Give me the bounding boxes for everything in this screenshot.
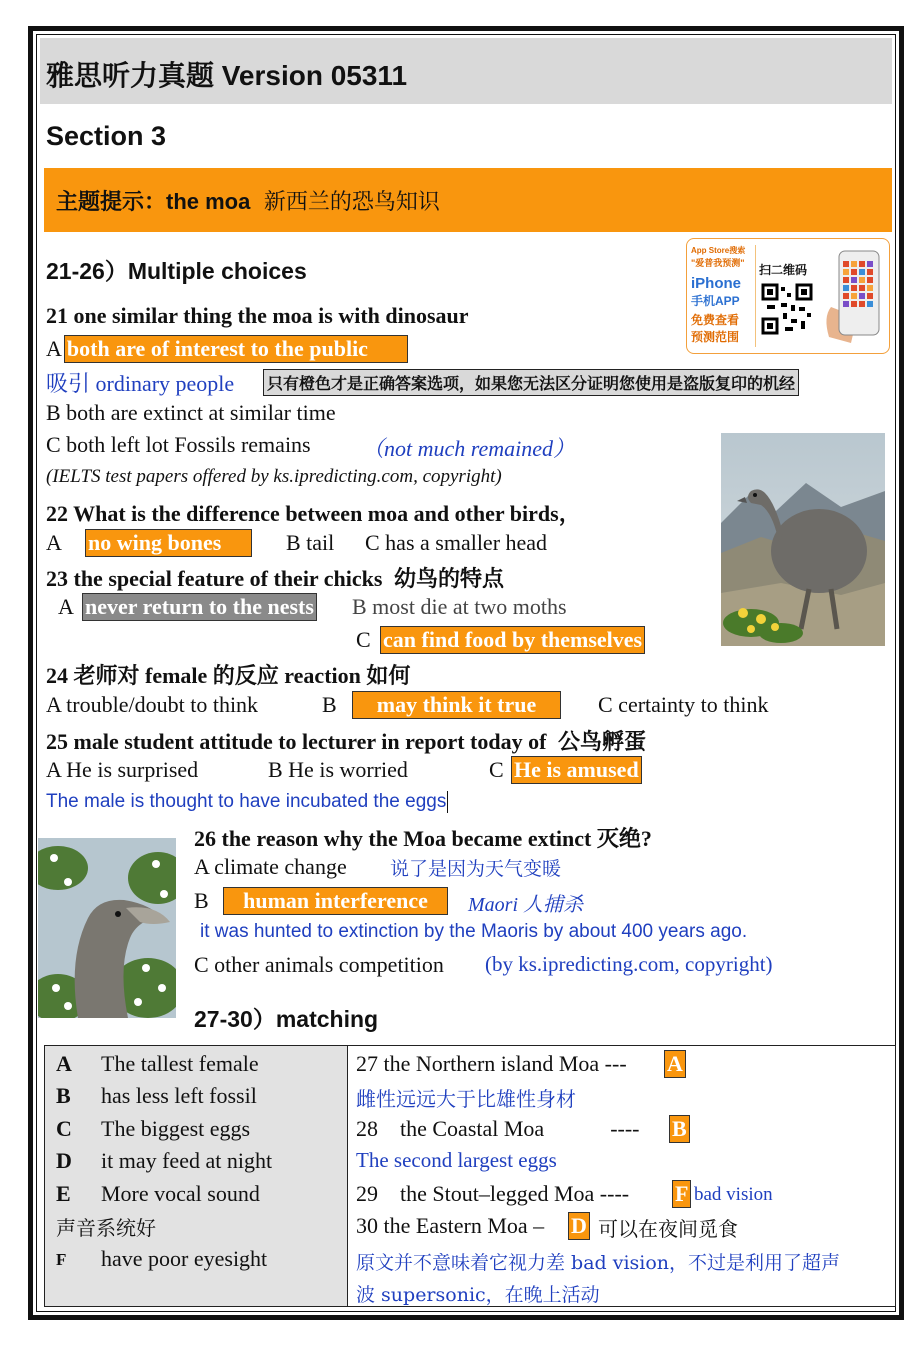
q27-answer: A	[664, 1050, 686, 1078]
q25-option-a: A He is surprised	[46, 757, 199, 782]
q21-answer-a: both are of interest to the public	[64, 335, 408, 363]
q21-option-b: B both are extinct at similar time	[46, 400, 336, 425]
q23-option-a: never return to the nests	[82, 593, 317, 621]
q30-note2: 原文并不意味着它视力差 bad vision，不过是利用了超声	[356, 1252, 841, 1274]
promo-line6: 预测范围	[691, 330, 740, 344]
option-text: 声音系统好	[56, 1216, 156, 1240]
promo-line3: iPhone	[691, 275, 742, 292]
q29-note: bad vision	[694, 1184, 773, 1205]
q24-question: 24 老师对 female 的反应 reaction 如何	[46, 663, 411, 688]
q24-option-c: C certainty to think	[598, 692, 769, 717]
q26-question: 26 the reason why the Moa became extinct 灭绝?	[194, 826, 652, 851]
option-text: The biggest eggs	[101, 1116, 251, 1141]
q26-b-letter: B	[194, 888, 209, 913]
promo-line4: 手机APP	[691, 294, 740, 308]
q26-b-note: Maori 人捕杀	[468, 894, 583, 916]
q24-option-a: A trouble/doubt to think	[46, 692, 259, 717]
page-title: 雅思听力真题 Version 05311	[46, 60, 408, 91]
option-letter: D	[56, 1148, 72, 1173]
q22-option-c: C has a smaller head	[365, 530, 548, 555]
q22-answer-a: no wing bones	[85, 529, 252, 557]
topic-label: 主题提示：the moa	[56, 189, 251, 214]
option-letter: F	[56, 1250, 67, 1269]
option-letter: B	[56, 1083, 71, 1108]
q23-question-en: 23 the special feature of their chicks	[46, 566, 383, 591]
q23-a-letter: A	[58, 594, 74, 619]
promo-text	[691, 245, 756, 347]
q21-note: 吸引 ordinary people	[46, 371, 235, 396]
promo-line5: 免费查看	[691, 313, 740, 327]
q23-question-cn: 幼鸟的特点	[393, 566, 504, 591]
q21-option-c: C both left lot Fossils remains	[46, 432, 311, 457]
q25-question-cn: 公鸟孵蛋	[557, 729, 646, 754]
promo-scan-label: 扫二维码	[759, 263, 808, 277]
q25-question	[46, 725, 646, 756]
q23-option-b: B most die at two moths	[352, 594, 567, 619]
option-text: More vocal sound	[101, 1181, 260, 1206]
q28-answer: B	[669, 1115, 690, 1143]
q25-c-letter: C	[489, 757, 504, 782]
q28-note: The second largest eggs	[356, 1148, 557, 1172]
q21-c-note: （not much remained）	[362, 436, 576, 461]
q26-answer-b: human interference	[223, 887, 448, 915]
option-letter: C	[56, 1116, 72, 1141]
copyright-note: (IELTS test papers offered by ks.ipredicting.com, copyright)	[46, 466, 502, 487]
topic-hint	[56, 185, 440, 216]
moa-head-illustration	[38, 838, 176, 1018]
q26-c-note: (by ks.ipredicting.com, copyright)	[485, 952, 773, 976]
phone-icon	[821, 247, 885, 347]
topic-cn: 新西兰的恐鸟知识	[263, 189, 440, 214]
q29-text: 29 the Stout–legged Moa ----	[356, 1181, 630, 1206]
option-text: The tallest female	[101, 1051, 259, 1076]
promo-line2: "爱普我预测"	[691, 258, 745, 268]
q23-answer-c: can find food by themselves	[380, 626, 645, 654]
q26-option-c: C other animals competition	[194, 952, 444, 977]
q25-answer-c: He is amused	[511, 756, 642, 784]
q30-answer: D	[568, 1212, 590, 1240]
q28-text: 28 the Coastal Moa ----	[356, 1116, 640, 1141]
q30-note3: 波 supersonic，在晚上活动	[356, 1284, 600, 1306]
option-letter: E	[56, 1181, 71, 1206]
q25-option-b: B He is worried	[268, 757, 408, 782]
option-text: has less left fossil	[101, 1083, 257, 1108]
q25-note: The male is thought to have incubated the eggs	[46, 791, 447, 812]
piracy-warning: 只有橙色才是正确答案选项，如果您无法区分证明您使用是盗版复印的机经	[263, 369, 799, 396]
q21-option-a	[46, 335, 408, 363]
section-title: Section 3	[46, 121, 167, 151]
q30-note: 可以在夜间觅食	[598, 1217, 738, 1241]
q27-note: 雌性远远大于比雄性身材	[356, 1087, 576, 1111]
q21-a-letter: A	[46, 336, 62, 361]
q27-text: 27 the Northern island Moa ---	[356, 1051, 627, 1076]
q22-option-b: B tail	[286, 530, 335, 555]
q22-question: 22 What is the difference between moa and other birds，	[46, 501, 581, 526]
q26-note: it was hunted to extinction by the Maoris by about 400 years ago.	[200, 921, 748, 942]
option-text: it may feed at night	[101, 1148, 273, 1173]
q21-question: 21 one similar thing the moa is with dinosaur	[46, 303, 469, 328]
qr-code-icon[interactable]	[761, 283, 813, 335]
q26-a-note: 说了是因为天气变暖	[390, 858, 562, 880]
q24-answer-b: may think it true	[352, 691, 561, 719]
matching-heading: 27-30）matching	[194, 1006, 379, 1032]
option-letter: A	[56, 1051, 72, 1076]
q23-c-letter: C	[356, 627, 371, 652]
q30-text: 30 the Eastern Moa –	[356, 1213, 545, 1238]
q23-question	[46, 562, 504, 593]
q22-a-letter: A	[46, 530, 62, 555]
option-text: have poor eyesight	[101, 1246, 268, 1271]
moa-illustration	[721, 433, 885, 646]
q26-option-a: A climate change	[194, 854, 347, 879]
q25-question-en: 25 male student attitude to lecturer in report today of	[46, 729, 547, 754]
mc-heading: 21-26）Multiple choices	[46, 258, 307, 284]
q29-answer: F	[672, 1180, 691, 1208]
promo-line1: App Store搜索	[691, 246, 746, 255]
q24-b-letter: B	[322, 692, 337, 717]
app-promo-box	[686, 238, 890, 354]
